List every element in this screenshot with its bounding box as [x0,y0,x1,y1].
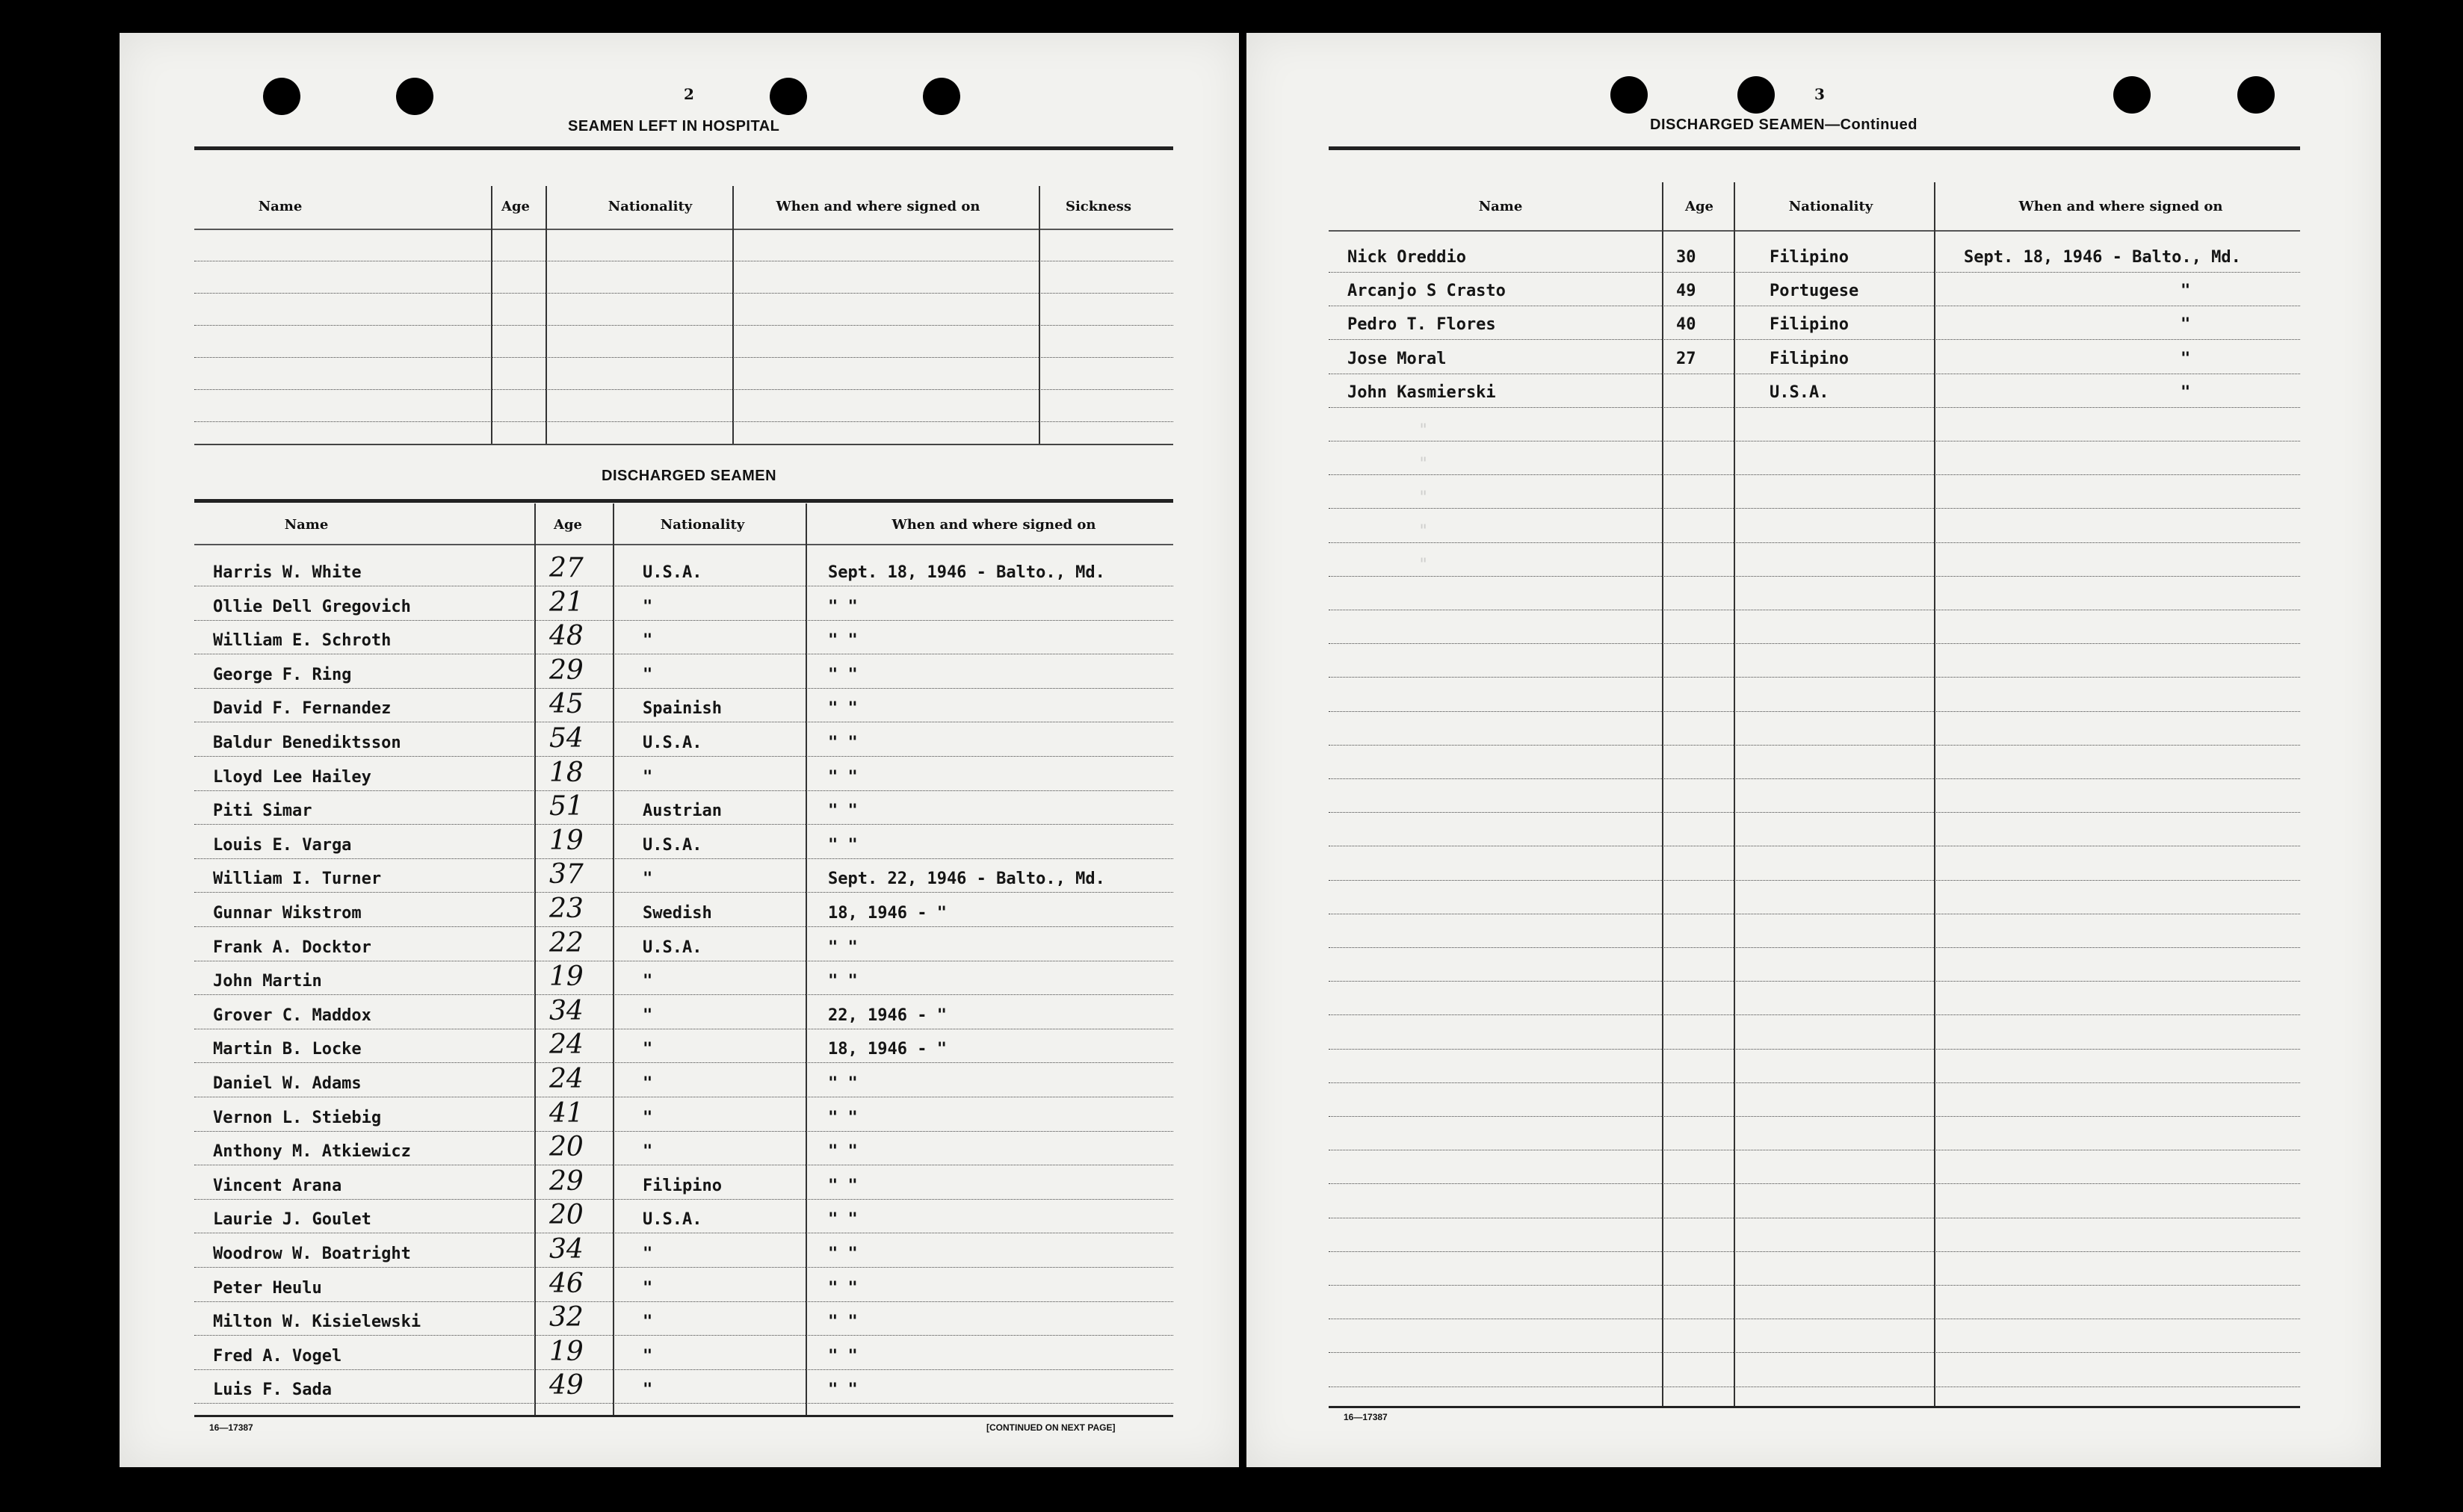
cell-nationality: " [643,1142,653,1161]
row-line [1329,272,2300,273]
table-rule [194,444,1173,445]
cell-nationality: U.S.A. [643,836,702,855]
row-line [1329,981,2300,982]
cell-age: 29 [549,1166,584,1197]
punch-hole [2113,76,2151,114]
cell-nationality: Swedish [643,904,712,923]
column-divider [1039,186,1040,444]
cell-age: 22 [549,928,584,958]
cell-name: Vincent Arana [213,1177,342,1195]
row-line [1329,643,2300,644]
row-line [1329,407,2300,408]
row-line [1329,880,2300,881]
row-line [1329,1386,2300,1387]
column-header-nationality: Nationality [660,517,745,533]
row-line [1329,1082,2300,1083]
row-line [1329,778,2300,779]
cell-signed-on: " " [828,1347,858,1366]
cell-nationality: " [643,1347,653,1366]
column-header-age: Age [501,199,530,214]
column-header-name: Name [1478,199,1523,214]
punch-hole [1737,76,1775,114]
cell-signed-on: " " [828,1313,858,1331]
cell-signed-on: Sept. 18, 1946 - Balto., Md. [1964,248,2241,267]
row-line [194,389,1173,390]
cell-nationality: " [643,1381,653,1399]
form-number: 16—17387 [209,1422,253,1433]
row-line [194,1062,1173,1063]
table-rule [194,1415,1173,1417]
cell-age: 46 [549,1268,584,1299]
cell-age: 49 [549,1370,584,1401]
cell-age: 54 [549,723,584,754]
cell-name: Frank A. Docktor [213,938,371,957]
continued-section-title: DISCHARGED SEAMEN—Continued [1650,117,1917,133]
cell-name: Vernon L. Stiebig [213,1109,382,1127]
cell-age: 34 [549,1234,584,1265]
right-page [1246,33,2381,1467]
cell-signed-on: 22, 1946 - " [828,1006,947,1025]
row-line [1329,711,2300,712]
cell-name: John Martin [213,972,322,991]
cell-signed-on: " " [828,1142,858,1161]
row-line [194,688,1173,689]
cell-nationality: " [643,1109,653,1127]
row-line [1329,474,2300,475]
column-header-sickness: Sickness [1065,199,1132,214]
cell-signed-on: " " [828,1109,858,1127]
punch-hole [770,78,807,115]
cell-name: Nick Oreddio [1347,248,1466,267]
row-line [194,620,1173,621]
row-line [194,1267,1173,1268]
cell-name: David F. Fernandez [213,699,392,718]
table-rule [194,544,1173,545]
cell-nationality: U.S.A. [643,563,702,582]
column-header-nationality: Nationality [1788,199,1873,214]
bleed-through-mark: " [1418,455,1429,474]
page-number: 2 [684,85,694,103]
continued-note: [CONTINUED ON NEXT PAGE] [986,1422,1116,1433]
cell-name: Fred A. Vogel [213,1347,342,1366]
cell-signed-on: " " [828,1074,858,1093]
cell-name: Grover C. Maddox [213,1006,371,1025]
table-rule [1329,146,2300,150]
cell-signed-on: " " [828,598,858,616]
row-line [1329,542,2300,543]
row-line [1329,1014,2300,1015]
cell-signed-on: " [2181,282,2191,300]
cell-signed-on: " [2181,383,2191,402]
row-line [194,421,1173,422]
cell-name: William I. Turner [213,870,382,888]
cell-signed-on: 18, 1946 - " [828,1040,947,1059]
punch-hole [396,78,433,115]
row-line [194,1131,1173,1132]
punch-hole [923,78,960,115]
row-line [194,325,1173,326]
column-header-name: Name [258,199,303,214]
cell-nationality: " [643,1279,653,1298]
cell-age: 18 [549,757,584,788]
cell-nationality: " [643,1313,653,1331]
cell-signed-on: " " [828,938,858,957]
table-rule [194,146,1173,150]
cell-nationality: Filipino [1770,315,1849,334]
cell-age: 27 [1676,350,1696,368]
cell-name: Harris W. White [213,563,362,582]
column-header-age: Age [553,517,582,533]
cell-nationality: " [643,1040,653,1059]
row-line [194,858,1173,859]
cell-nationality: " [643,631,653,650]
row-line [194,756,1173,757]
column-divider [1934,182,1935,1407]
cell-signed-on: " " [828,734,858,752]
cell-age: 29 [549,655,584,686]
cell-name: Woodrow W. Boatright [213,1245,411,1263]
row-line [1329,812,2300,813]
punch-hole [1610,76,1648,114]
cell-age: 45 [549,689,584,719]
row-line [194,1369,1173,1370]
cell-signed-on: 18, 1946 - " [828,904,947,923]
cell-nationality: U.S.A. [643,938,702,957]
punch-hole [2237,76,2275,114]
cell-age: 40 [1676,315,1696,334]
row-line [1329,1352,2300,1353]
cell-name: William E. Schroth [213,631,392,650]
cell-nationality: Filipino [1770,350,1849,368]
cell-signed-on: " " [828,1177,858,1195]
table-rule [1329,1406,2300,1408]
cell-name: Peter Heulu [213,1279,322,1298]
cell-nationality: Portugese [1770,282,1859,300]
cell-nationality: " [643,1006,653,1025]
row-line [194,994,1173,995]
row-line [1329,508,2300,509]
cell-age: 34 [549,996,584,1026]
cell-name: Baldur Benediktsson [213,734,401,752]
cell-signed-on: " " [828,666,858,684]
cell-name: Laurie J. Goulet [213,1210,371,1229]
cell-nationality: Filipino [643,1177,722,1195]
row-line [194,293,1173,294]
left-page [120,33,1239,1467]
column-divider [732,186,734,444]
cell-signed-on: " " [828,699,858,718]
cell-age: 19 [549,961,584,992]
cell-name: Luis F. Sada [213,1381,332,1399]
cell-name: Jose Moral [1347,350,1447,368]
bleed-through-mark: " [1418,556,1429,574]
row-line [194,1199,1173,1200]
cell-nationality: " [643,768,653,787]
bleed-through-mark: " [1418,421,1429,440]
cell-age: 20 [549,1200,584,1230]
cell-age: 23 [549,893,584,924]
cell-age: 32 [549,1302,584,1333]
cell-age: 19 [549,1336,584,1367]
cell-signed-on: " " [828,1210,858,1229]
bleed-through-mark: " [1418,489,1429,507]
cell-signed-on: Sept. 22, 1946 - Balto., Md. [828,870,1105,888]
cell-age: 51 [549,791,584,822]
cell-name: Piti Simar [213,802,312,820]
row-line [1329,1116,2300,1117]
row-line [194,790,1173,791]
cell-name: John Kasmierski [1347,383,1496,402]
table-rule [194,499,1173,503]
cell-nationality: Filipino [1770,248,1849,267]
row-line [1329,677,2300,678]
cell-nationality: " [643,666,653,684]
row-line [1329,576,2300,577]
column-divider [1662,182,1663,1407]
column-divider [534,504,536,1415]
column-header-signed-on: When and where signed on [2018,199,2223,214]
cell-nationality: " [643,1074,653,1093]
column-header-name: Name [284,517,329,533]
cell-age: 48 [549,621,584,651]
page-number: 3 [1814,85,1825,103]
cell-age: 37 [549,859,584,890]
cell-signed-on: " " [828,631,858,650]
row-line [194,357,1173,358]
punch-hole [263,78,300,115]
cell-nationality: Spainish [643,699,722,718]
row-line [194,926,1173,927]
cell-name: Arcanjo S Crasto [1347,282,1506,300]
column-divider [546,186,547,444]
row-line [1329,1049,2300,1050]
cell-signed-on: Sept. 18, 1946 - Balto., Md. [828,563,1105,582]
cell-nationality: " [643,1245,653,1263]
bleed-through-mark: " [1418,522,1429,541]
cell-age: 24 [549,1029,584,1060]
cell-name: Pedro T. Flores [1347,315,1496,334]
column-divider [806,504,807,1415]
row-line [1329,1251,2300,1252]
cell-name: Louis E. Varga [213,836,352,855]
cell-signed-on: " " [828,802,858,820]
column-header-age: Age [1684,199,1713,214]
column-header-nationality: Nationality [608,199,693,214]
cell-nationality: U.S.A. [1770,383,1829,402]
cell-signed-on: " " [828,1381,858,1399]
cell-age: 24 [549,1064,584,1094]
cell-nationality: Austrian [643,802,722,820]
cell-age: 30 [1676,248,1696,267]
table-rule [1329,230,2300,232]
cell-name: Anthony M. Atkiewicz [213,1142,411,1161]
discharged-section-title: DISCHARGED SEAMEN [602,468,777,484]
row-line [1329,1183,2300,1184]
cell-name: Lloyd Lee Hailey [213,768,371,787]
cell-nationality: U.S.A. [643,1210,702,1229]
cell-signed-on: " " [828,768,858,787]
table-rule [194,229,1173,230]
cell-age: 49 [1676,282,1696,300]
form-number: 16—17387 [1344,1412,1388,1422]
row-line [194,1403,1173,1404]
cell-nationality: " [643,598,653,616]
cell-signed-on: " " [828,836,858,855]
cell-signed-on: " [2181,350,2191,368]
column-divider [1734,182,1735,1407]
column-divider [491,186,492,444]
cell-nationality: " [643,972,653,991]
cell-signed-on: " " [828,1245,858,1263]
row-line [194,824,1173,825]
cell-nationality: " [643,870,653,888]
cell-name: George F. Ring [213,666,352,684]
cell-age: 27 [549,553,584,583]
row-line [1329,1285,2300,1286]
row-line [1329,947,2300,948]
row-line [194,892,1173,893]
row-line [1329,745,2300,746]
cell-name: Gunnar Wikstrom [213,904,362,923]
row-line [194,1335,1173,1336]
row-line [194,1301,1173,1302]
row-line [1329,339,2300,340]
cell-age: 20 [549,1132,584,1162]
cell-signed-on: " " [828,1279,858,1298]
cell-age: 41 [549,1098,584,1129]
cell-name: Daniel W. Adams [213,1074,362,1093]
column-header-signed-on: When and where signed on [891,517,1096,533]
cell-signed-on: " " [828,972,858,991]
cell-name: Martin B. Locke [213,1040,362,1059]
cell-age: 21 [549,587,584,618]
cell-signed-on: " [2181,315,2191,334]
hospital-section-title: SEAMEN LEFT IN HOSPITAL [568,118,780,134]
cell-nationality: U.S.A. [643,734,702,752]
cell-age: 19 [549,825,584,856]
column-header-signed-on: When and where signed on [776,199,980,214]
column-divider [613,504,614,1415]
cell-name: Milton W. Kisielewski [213,1313,421,1331]
cell-name: Ollie Dell Gregovich [213,598,411,616]
